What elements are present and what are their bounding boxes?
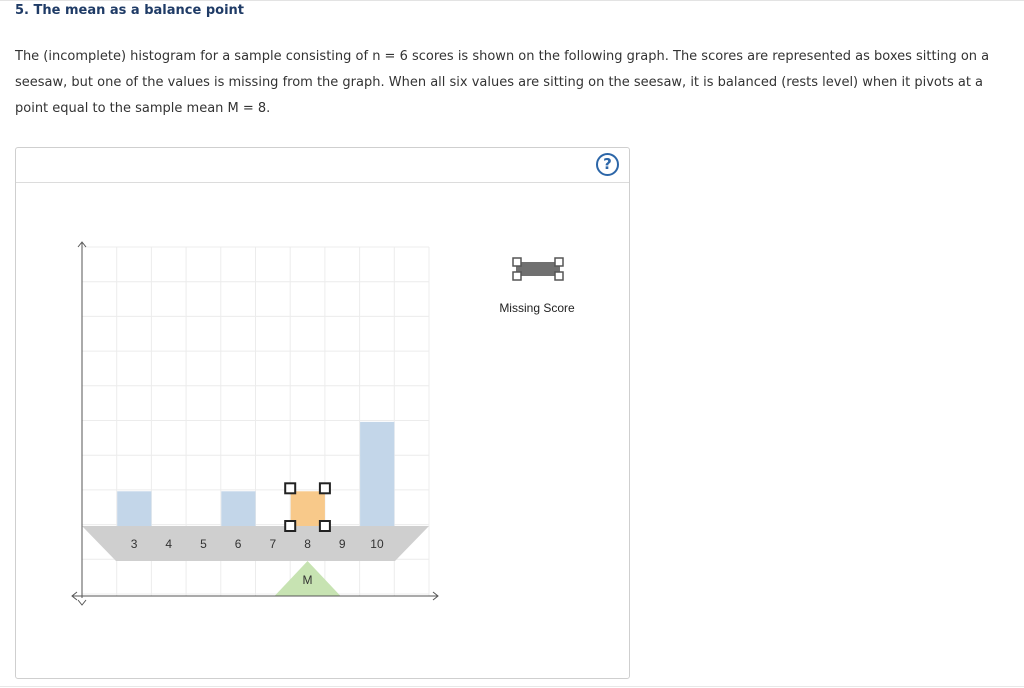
help-icon[interactable]: ? xyxy=(596,153,619,176)
resize-handle-icon xyxy=(555,272,563,280)
selected-box xyxy=(285,483,330,531)
resize-handle-icon[interactable] xyxy=(320,521,330,531)
scale-label-7: 7 xyxy=(269,537,277,551)
scale-label-4: 4 xyxy=(165,537,173,551)
scale-label-10: 10 xyxy=(370,537,384,551)
question-text: The (incomplete) histogram for a sample consisting of n = 6 scores is shown on the following graph. The scores are represented as boxes sitting on a seesaw, but one of the values is missing from the graph. When all six values are sitting on the seesaw, it is balanced (rests level) when it pivots at a point equal to the sample mean M = 8. xyxy=(15,49,990,116)
resize-handle-icon xyxy=(513,258,521,266)
bottom-divider xyxy=(0,686,1024,687)
scale-label-3: 3 xyxy=(130,537,138,551)
resize-handle-icon xyxy=(555,258,563,266)
scale-label-9: 9 xyxy=(338,537,346,551)
missing-score-box-body xyxy=(516,262,560,276)
scale-label-8: 8 xyxy=(304,537,311,551)
scale-label-5: 5 xyxy=(200,537,207,551)
resize-handle-icon xyxy=(513,272,521,280)
question-title: 5. The mean as a balance point xyxy=(15,3,244,18)
resize-handle-icon[interactable] xyxy=(285,521,295,531)
histogram-bar-6[interactable] xyxy=(221,491,255,526)
missing-score-box[interactable] xyxy=(512,256,564,282)
scale-label-6: 6 xyxy=(234,537,242,551)
resize-handle-icon[interactable] xyxy=(320,483,330,493)
histogram-bar-10[interactable] xyxy=(360,422,394,526)
y-axis-down-arrow-icon xyxy=(78,600,86,605)
missing-score-label: Missing Score xyxy=(499,301,575,315)
fulcrum-label: M xyxy=(302,573,313,587)
histogram-bar-3[interactable] xyxy=(117,491,151,526)
resize-handle-icon[interactable] xyxy=(285,483,295,493)
